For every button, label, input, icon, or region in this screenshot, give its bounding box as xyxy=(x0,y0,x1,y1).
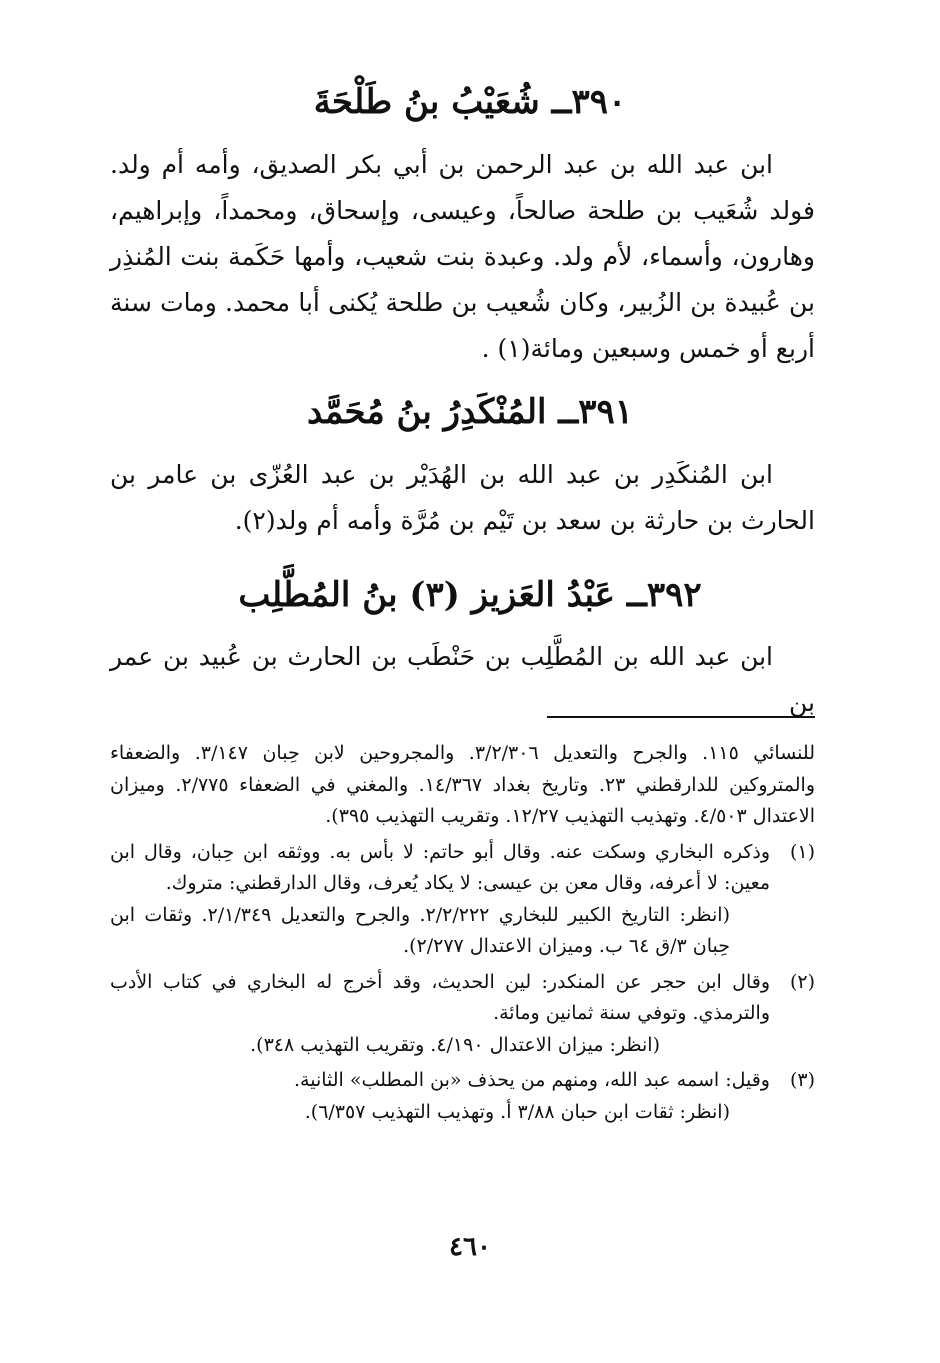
footnote-continuation: للنسائي ١١٥. والجرح والتعديل ٣/٢/٣٠٦. والمجروحين لابن حِبان ٣/١٤٧. والضعفاء والمتروكين للدارقطني ٢٣. وتاريخ بغداد ١٤/٣٦٧. والمغني في الضعفاء ٢/٧٧٥. وميزان الاعتدال ٤/٥٠٣. وتهذيب التهذيب ١٢/٢٧. وتقريب التهذيب ٣٩٥). xyxy=(110,742,816,827)
footnote-number: (٢) xyxy=(789,970,815,993)
footnotes xyxy=(110,738,815,1132)
footnote-content xyxy=(110,837,770,963)
footnote-1 xyxy=(110,837,815,963)
footnote-text: وقيل: اسمه عبد الله، ومنهم من يحذف «بن المطلب» الثانية. xyxy=(293,1069,770,1091)
entry-title-392: ٣٩٢ــ عَبْدُ العَزيز (٣) بنُ المُطَّلِب xyxy=(238,575,702,615)
entry-body-390 xyxy=(110,142,815,372)
entry-title-390: ٣٩٠ــ شُعَيْبُ بنُ طَلْحَةَ xyxy=(313,82,627,122)
footnote-reference: (انظر: ميزان الاعتدال ٤/١٩٠. وتقريب التهذيب ٣٤٨). xyxy=(250,1033,660,1056)
page-number: ٤٦٠ xyxy=(449,1232,491,1262)
footnote-reference: (انظر: ثقات ابن حبان ٣/٨٨ أ. وتهذيب التهذيب ٦/٣٥٧). xyxy=(304,1100,730,1123)
entry-text-391: ابن المُنكَدِر بن عبد الله بن الهُدَيْر بن عبد العُزّى بن عامر بن الحارث بن حارثة بن سعد بن تَيْم بن مُرَّة وأمه أم ولد(٢). xyxy=(110,460,815,535)
footnote-separator xyxy=(547,716,815,718)
footnote-text: وذكره البخاري وسكت عنه. وقال أبو حاتم: لا بأس به. ووثقه ابن حِبان، وقال ابن معين: لا أعرفه، وقال معن بن عيسى: لا يكاد يُعرف، وقال الدارقطني: متروك. xyxy=(110,840,770,894)
footnote-reference: (انظر: التاريخ الكبير للبخاري ٢/٢/٢٢٢. والجرح والتعديل ٢/١/٣٤٩. وثقات ابن حِبان ٣/ق ٦٤ ب. وميزان الاعتدال ٢/٢٧٧). xyxy=(110,903,730,957)
entry-title-391: ٣٩١ــ المُنْكَدِرُ بنُ مُحَمَّد xyxy=(307,392,633,432)
footnote-content xyxy=(110,1065,770,1128)
footnote-number: (٣) xyxy=(789,1069,815,1091)
entry-text-392: ابن عبد الله بن المُطَّلِب بن حَنْطَب بن الحارث بن عُبيد بن عمر بن xyxy=(110,642,815,717)
entry-text-390: ابن عبد الله بن عبد الرحمن بن أبي بكر الصديق، وأمه أم ولد. فولد شُعَيب بن طلحة صالحاً، وعيسى، وإسحاق، ومحمداً، وإبراهيم، وهارون، وأسماء، لأم ولد. وعبدة بنت شعيب، وأمها حَكَمة بنت المُنذِر بن عُبيدة بن الزُبير، وكان شُعيب بن طلحة يُكنى أبا محمد. ومات سنة أربع أو خمس وسبعين ومائة(١) . xyxy=(110,150,815,363)
footnote-3 xyxy=(110,1065,815,1128)
entry-body-392 xyxy=(110,634,815,726)
footnote-number: (١) xyxy=(789,840,815,863)
footnote-2 xyxy=(110,967,815,1062)
footnote-text: وقال ابن حجر عن المنكدر: لين الحديث، وقد أخرج له البخاري في كتاب الأدب والترمذي. وتوفي سنة ثمانين ومائة. xyxy=(110,970,770,1024)
entry-body-391 xyxy=(110,452,815,544)
footnote-content xyxy=(110,967,770,1062)
